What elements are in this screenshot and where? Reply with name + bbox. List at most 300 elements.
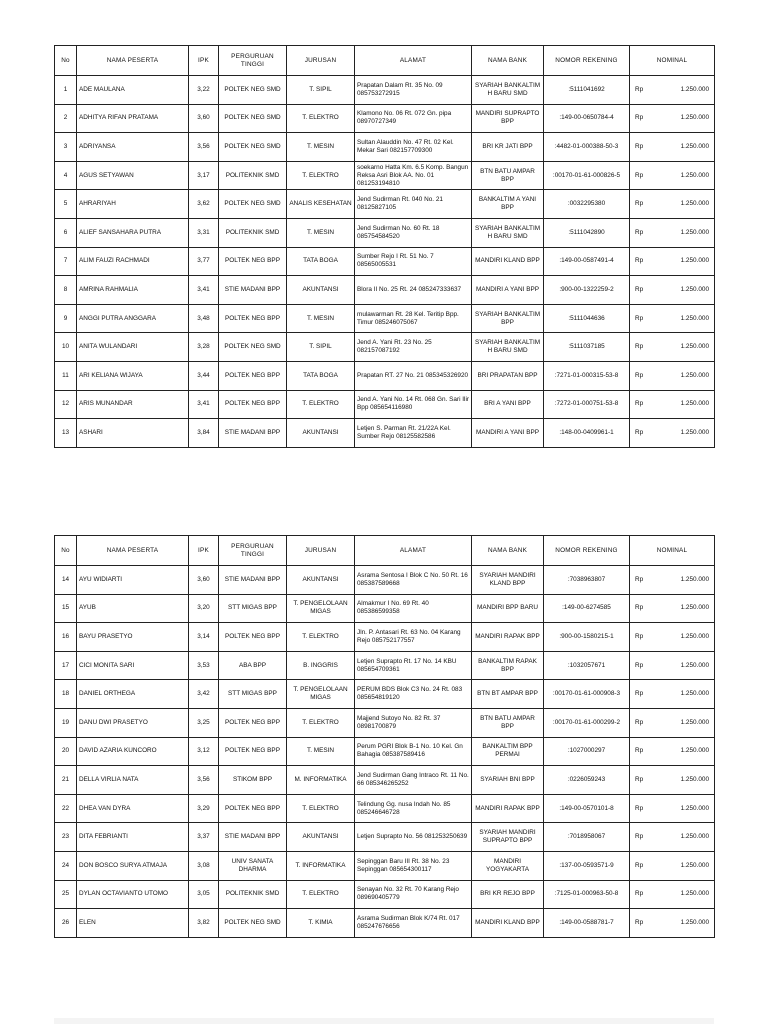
cell-nomor-rekening: :7125-01-000963-50-8 xyxy=(544,880,630,909)
cell-nama-bank: MANDIRI YOGYAKARTA xyxy=(472,851,544,880)
cell-jurusan: ANALIS KESEHATAN xyxy=(287,190,355,219)
cell-no: 8 xyxy=(55,276,77,305)
currency-label: Rp xyxy=(635,890,644,898)
header-perguruan-tinggi: PERGURUAN TINGGI xyxy=(219,536,287,566)
header-jurusan: JURUSAN xyxy=(287,46,355,76)
cell-nama-bank: BANKALTIM BPP PERMAI xyxy=(472,737,544,766)
cell-nomor-rekening: :0226059243 xyxy=(544,766,630,795)
cell-nama-bank: BRI A YANI BPP xyxy=(472,390,544,419)
cell-nomor-rekening: :00170-01-61-000826-5 xyxy=(544,161,630,190)
cell-jurusan: T. INFORMATIKA xyxy=(287,851,355,880)
cell-nama-bank: BRI PRAPATAN BPP xyxy=(472,361,544,390)
recipient-table-1 xyxy=(54,45,715,448)
cell-perguruan-tinggi: STT MIGAS BPP xyxy=(219,594,287,623)
currency-label: Rp xyxy=(635,314,644,322)
cell-perguruan-tinggi: POLTEK NEG BPP xyxy=(219,623,287,652)
cell-ipk: 3,25 xyxy=(189,708,219,737)
currency-label: Rp xyxy=(635,171,644,179)
cell-nominal xyxy=(630,766,715,795)
nominal-amount: 1.250.000 xyxy=(680,775,709,783)
cell-nominal xyxy=(630,218,715,247)
cell-nama-peserta: AGUS SETYAWAN xyxy=(77,161,189,190)
cell-nama-bank: MANDIRI KLAND BPP xyxy=(472,247,544,276)
table-row xyxy=(55,133,715,162)
cell-alamat: Letjen Suprapto No. 56 081253250639 xyxy=(355,823,472,852)
currency-label: Rp xyxy=(635,400,644,408)
nominal-amount: 1.250.000 xyxy=(680,371,709,379)
cell-nominal xyxy=(630,566,715,595)
cell-nominal xyxy=(630,909,715,938)
cell-alamat: Klamono No. 06 Rt. 072 Gn. pipa 08970727349 xyxy=(355,104,472,133)
nominal-amount: 1.250.000 xyxy=(680,285,709,293)
table-row xyxy=(55,909,715,938)
table-row xyxy=(55,623,715,652)
cell-nomor-rekening: :149-00-0588781-7 xyxy=(544,909,630,938)
cell-nama-bank: BRI KR REJO BPP xyxy=(472,880,544,909)
cell-ipk: 3,56 xyxy=(189,766,219,795)
cell-alamat: mulawarman Rt. 28 Kel. Teritip Bpp. Timur 085246075067 xyxy=(355,304,472,333)
currency-label: Rp xyxy=(635,690,644,698)
cell-jurusan: T. PENGELOLAAN MIGAS xyxy=(287,594,355,623)
nominal-amount: 1.250.000 xyxy=(680,632,709,640)
cell-nama-peserta: ASHARI xyxy=(77,419,189,448)
cell-perguruan-tinggi: POLTEK NEG SMD xyxy=(219,104,287,133)
cell-jurusan: T. ELEKTRO xyxy=(287,708,355,737)
table-row xyxy=(55,247,715,276)
cell-jurusan: TATA BOGA xyxy=(287,361,355,390)
cell-alamat: Prapatan RT. 27 No. 21 085345326920 xyxy=(355,361,472,390)
cell-nomor-rekening: :7271-01-000315-53-8 xyxy=(544,361,630,390)
header-nama-bank: NAMA BANK xyxy=(472,46,544,76)
currency-label: Rp xyxy=(635,343,644,351)
nominal-amount: 1.250.000 xyxy=(680,833,709,841)
cell-perguruan-tinggi: POLITEKNIK SMD xyxy=(219,218,287,247)
cell-nama-peserta: ARI KELIANA WIJAYA xyxy=(77,361,189,390)
nominal-amount: 1.250.000 xyxy=(680,114,709,122)
cell-nomor-rekening: :149-00-6274585 xyxy=(544,594,630,623)
cell-alamat: Perum PGRI Blok B-1 No. 10 Kel. Gn Bahagia 085387589416 xyxy=(355,737,472,766)
table-row xyxy=(55,361,715,390)
cell-nominal xyxy=(630,361,715,390)
cell-perguruan-tinggi: POLTEK NEG BPP xyxy=(219,247,287,276)
table-row xyxy=(55,566,715,595)
cell-alamat: Jend Sudirman Gang Intraco Rt. 11 No. 66 085346265252 xyxy=(355,766,472,795)
cell-nama-bank: MANDIRI RAPAK BPP xyxy=(472,794,544,823)
nominal-amount: 1.250.000 xyxy=(680,343,709,351)
cell-perguruan-tinggi: POLTEK NEG BPP xyxy=(219,304,287,333)
table-row xyxy=(55,304,715,333)
nominal-amount: 1.250.000 xyxy=(680,428,709,436)
cell-nama-peserta: ARIS MUNANDAR xyxy=(77,390,189,419)
cell-nominal xyxy=(630,304,715,333)
cell-jurusan: T. ELEKTRO xyxy=(287,390,355,419)
cell-perguruan-tinggi: UNIV SANATA DHARMA xyxy=(219,851,287,880)
cell-ipk: 3,20 xyxy=(189,594,219,623)
cell-nama-peserta: DAVID AZARIA KUNCORO xyxy=(77,737,189,766)
currency-label: Rp xyxy=(635,661,644,669)
cell-nama-peserta: ELEN xyxy=(77,909,189,938)
table-row xyxy=(55,333,715,362)
cell-ipk: 3,82 xyxy=(189,909,219,938)
cell-ipk: 3,56 xyxy=(189,133,219,162)
header-nominal: NOMINAL xyxy=(630,536,715,566)
table-header-row xyxy=(55,536,715,566)
table-row xyxy=(55,708,715,737)
cell-no: 4 xyxy=(55,161,77,190)
cell-no: 16 xyxy=(55,623,77,652)
currency-label: Rp xyxy=(635,861,644,869)
table-row xyxy=(55,794,715,823)
cell-alamat: soekarno Hatta Km. 6.5 Komp. Bangun Reksa Asri Blok AA. No. 01 081253194810 xyxy=(355,161,472,190)
cell-nomor-rekening: :149-00-0570101-8 xyxy=(544,794,630,823)
nominal-amount: 1.250.000 xyxy=(680,861,709,869)
currency-label: Rp xyxy=(635,228,644,236)
cell-nama-bank: BRI KR JATI BPP xyxy=(472,133,544,162)
cell-ipk: 3,42 xyxy=(189,680,219,709)
cell-alamat: Majjend Sutoyo No. 82 Rt. 37 08981700879 xyxy=(355,708,472,737)
cell-nama-bank: BTN BT AMPAR BPP xyxy=(472,680,544,709)
nominal-amount: 1.250.000 xyxy=(680,661,709,669)
nominal-amount: 1.250.000 xyxy=(680,228,709,236)
cell-jurusan: T. SIPIL xyxy=(287,333,355,362)
table-body xyxy=(55,76,715,448)
cell-nama-bank: SYARIAH BANKALTIM H BARU SMD xyxy=(472,76,544,105)
cell-ipk: 3,29 xyxy=(189,794,219,823)
cell-jurusan: T. KIMIA xyxy=(287,909,355,938)
cell-jurusan: T. ELEKTRO xyxy=(287,880,355,909)
currency-label: Rp xyxy=(635,85,644,93)
cell-nama-peserta: AYU WIDIARTI xyxy=(77,566,189,595)
cell-alamat: Jln. P. Antasari Rt. 63 No. 04 Karang Rejo 085752177557 xyxy=(355,623,472,652)
cell-nominal xyxy=(630,880,715,909)
cell-jurusan: T. ELEKTRO xyxy=(287,161,355,190)
cell-nomor-rekening: :148-00-0409961-1 xyxy=(544,419,630,448)
cell-perguruan-tinggi: STIE MADANI BPP xyxy=(219,276,287,305)
nominal-amount: 1.250.000 xyxy=(680,747,709,755)
cell-ipk: 3,31 xyxy=(189,218,219,247)
nominal-amount: 1.250.000 xyxy=(680,200,709,208)
table-row xyxy=(55,823,715,852)
cell-nomor-rekening: :5111037185 xyxy=(544,333,630,362)
cell-ipk: 3,28 xyxy=(189,333,219,362)
nominal-amount: 1.250.000 xyxy=(680,85,709,93)
cell-alamat: Letjen Suprapto Rt. 17 No. 14 KBU 085654709361 xyxy=(355,651,472,680)
table-row xyxy=(55,851,715,880)
cell-perguruan-tinggi: STIE MADANI BPP xyxy=(219,823,287,852)
cell-ipk: 3,08 xyxy=(189,851,219,880)
cell-nominal xyxy=(630,276,715,305)
cell-perguruan-tinggi: POLTEK NEG SMD xyxy=(219,909,287,938)
currency-label: Rp xyxy=(635,142,644,150)
cell-nomor-rekening: :5111044636 xyxy=(544,304,630,333)
cell-nomor-rekening: :1032057671 xyxy=(544,651,630,680)
table-row xyxy=(55,390,715,419)
cell-ipk: 3,48 xyxy=(189,304,219,333)
cell-no: 7 xyxy=(55,247,77,276)
cell-perguruan-tinggi: POLITEKNIK SMD xyxy=(219,880,287,909)
table-row xyxy=(55,76,715,105)
cell-nominal xyxy=(630,390,715,419)
cell-nomor-rekening: :149-00-0650784-4 xyxy=(544,104,630,133)
cell-perguruan-tinggi: STIE MADANI BPP xyxy=(219,419,287,448)
cell-nomor-rekening: :00170-01-61-000908-3 xyxy=(544,680,630,709)
cell-perguruan-tinggi: POLTEK NEG BPP xyxy=(219,361,287,390)
cell-no: 5 xyxy=(55,190,77,219)
currency-label: Rp xyxy=(635,747,644,755)
cell-no: 15 xyxy=(55,594,77,623)
nominal-amount: 1.250.000 xyxy=(680,804,709,812)
cell-perguruan-tinggi: POLTEK NEG SMD xyxy=(219,190,287,219)
cell-no: 18 xyxy=(55,680,77,709)
cell-nominal xyxy=(630,623,715,652)
cell-perguruan-tinggi: POLTEK NEG BPP xyxy=(219,794,287,823)
header-jurusan: JURUSAN xyxy=(287,536,355,566)
cell-perguruan-tinggi: POLTEK NEG SMD xyxy=(219,133,287,162)
cell-no: 22 xyxy=(55,794,77,823)
nominal-amount: 1.250.000 xyxy=(680,171,709,179)
header-ipk: IPK xyxy=(189,46,219,76)
currency-label: Rp xyxy=(635,285,644,293)
currency-label: Rp xyxy=(635,428,644,436)
cell-nama-bank: BTN BATU AMPAR BPP xyxy=(472,708,544,737)
cell-nama-peserta: DHEA VAN DYRA xyxy=(77,794,189,823)
cell-nama-bank: MANDIRI A YANI BPP xyxy=(472,419,544,448)
cell-nama-bank: MANDIRI BPP BARU xyxy=(472,594,544,623)
header-perguruan-tinggi: PERGURUAN TINGGI xyxy=(219,46,287,76)
cell-ipk: 3,17 xyxy=(189,161,219,190)
cell-nama-bank: MANDIRI A YANI BPP xyxy=(472,276,544,305)
cell-nominal xyxy=(630,133,715,162)
nominal-amount: 1.250.000 xyxy=(680,142,709,150)
cell-nominal xyxy=(630,680,715,709)
cell-perguruan-tinggi: ABA BPP xyxy=(219,651,287,680)
cell-nominal xyxy=(630,190,715,219)
cell-nomor-rekening: :00170-01-61-000299-2 xyxy=(544,708,630,737)
page-edge-divider xyxy=(54,1018,714,1024)
nominal-amount: 1.250.000 xyxy=(680,690,709,698)
cell-nominal xyxy=(630,594,715,623)
cell-nominal xyxy=(630,823,715,852)
currency-label: Rp xyxy=(635,775,644,783)
cell-alamat: Senayan No. 32 Rt. 70 Karang Rejo 089690405779 xyxy=(355,880,472,909)
cell-no: 3 xyxy=(55,133,77,162)
cell-alamat: Blora II No. 25 Rt. 24 085247333637 xyxy=(355,276,472,305)
table-row xyxy=(55,680,715,709)
header-nama-peserta: NAMA PESERTA xyxy=(77,46,189,76)
cell-jurusan: T. ELEKTRO xyxy=(287,794,355,823)
cell-nominal xyxy=(630,76,715,105)
cell-perguruan-tinggi: STT MIGAS BPP xyxy=(219,680,287,709)
currency-label: Rp xyxy=(635,632,644,640)
currency-label: Rp xyxy=(635,114,644,122)
table-row xyxy=(55,161,715,190)
cell-nomor-rekening: :1027000297 xyxy=(544,737,630,766)
cell-nama-bank: SYARIAH BANKALTIM H BARU SMD xyxy=(472,333,544,362)
table-body xyxy=(55,566,715,938)
cell-nominal xyxy=(630,651,715,680)
currency-label: Rp xyxy=(635,918,644,926)
cell-nama-peserta: CICI MONITA SARI xyxy=(77,651,189,680)
cell-jurusan: AKUNTANSI xyxy=(287,566,355,595)
cell-nama-bank: SYARIAH BANKALTIM H BARU SMD xyxy=(472,218,544,247)
cell-alamat: Jend Sudirman No. 60 Rt. 18 085754584520 xyxy=(355,218,472,247)
cell-nominal xyxy=(630,104,715,133)
header-nominal: NOMINAL xyxy=(630,46,715,76)
cell-perguruan-tinggi: POLITEKNIK SMD xyxy=(219,161,287,190)
cell-nama-peserta: ANITA WULANDARI xyxy=(77,333,189,362)
cell-no: 11 xyxy=(55,361,77,390)
cell-alamat: Sepinggan Baru III Rt. 38 No. 23 Sepinggan 085654300117 xyxy=(355,851,472,880)
cell-jurusan: M. INFORMATIKA xyxy=(287,766,355,795)
cell-nama-peserta: DELLA VIRLIA NATA xyxy=(77,766,189,795)
header-nomor-rekening: NOMOR REKENING xyxy=(544,46,630,76)
cell-perguruan-tinggi: POLTEK NEG BPP xyxy=(219,390,287,419)
cell-nama-peserta: AYUB xyxy=(77,594,189,623)
cell-nama-peserta: DITA FEBRIANTI xyxy=(77,823,189,852)
table-row xyxy=(55,190,715,219)
currency-label: Rp xyxy=(635,718,644,726)
cell-no: 19 xyxy=(55,708,77,737)
cell-no: 1 xyxy=(55,76,77,105)
table-row xyxy=(55,880,715,909)
cell-nama-peserta: ALIEF SANSAHARA PUTRA xyxy=(77,218,189,247)
cell-no: 14 xyxy=(55,566,77,595)
cell-nama-bank: SYARIAH BANKALTIM BPP xyxy=(472,304,544,333)
cell-nama-bank: SYARIAH BNI BPP xyxy=(472,766,544,795)
cell-jurusan: T. MESIN xyxy=(287,737,355,766)
cell-perguruan-tinggi: STIE MADANI BPP xyxy=(219,566,287,595)
cell-nomor-rekening: :7018958067 xyxy=(544,823,630,852)
cell-nomor-rekening: :900-00-1580215-1 xyxy=(544,623,630,652)
cell-jurusan: T. MESIN xyxy=(287,218,355,247)
cell-nama-peserta: ADE MAULANA xyxy=(77,76,189,105)
currency-label: Rp xyxy=(635,804,644,812)
cell-nominal xyxy=(630,333,715,362)
table-row xyxy=(55,104,715,133)
cell-jurusan: AKUNTANSI xyxy=(287,276,355,305)
cell-nomor-rekening: :149-00-0587491-4 xyxy=(544,247,630,276)
header-alamat: ALAMAT xyxy=(355,536,472,566)
nominal-amount: 1.250.000 xyxy=(680,718,709,726)
cell-jurusan: B. INGGRIS xyxy=(287,651,355,680)
cell-nomor-rekening: :0032295380 xyxy=(544,190,630,219)
currency-label: Rp xyxy=(635,200,644,208)
table-row xyxy=(55,218,715,247)
nominal-amount: 1.250.000 xyxy=(680,400,709,408)
cell-ipk: 3,62 xyxy=(189,190,219,219)
cell-alamat: Telindung Gg. nusa Indah No. 85 085246646728 xyxy=(355,794,472,823)
cell-nama-peserta: ADHITYA RIFAN PRATAMA xyxy=(77,104,189,133)
cell-no: 9 xyxy=(55,304,77,333)
cell-nama-peserta: AMRINA RAHMALIA xyxy=(77,276,189,305)
cell-nama-peserta: ANGGI PUTRA ANGGARA xyxy=(77,304,189,333)
cell-nama-peserta: DANU DWI PRASETYO xyxy=(77,708,189,737)
cell-perguruan-tinggi: STIKOM BPP xyxy=(219,766,287,795)
cell-no: 26 xyxy=(55,909,77,938)
cell-ipk: 3,84 xyxy=(189,419,219,448)
cell-perguruan-tinggi: POLTEK NEG BPP xyxy=(219,708,287,737)
cell-jurusan: T. MESIN xyxy=(287,304,355,333)
cell-nama-peserta: BAYU PRASETYO xyxy=(77,623,189,652)
cell-nomor-rekening: :5111042890 xyxy=(544,218,630,247)
table-row xyxy=(55,276,715,305)
header-nomor-rekening: NOMOR REKENING xyxy=(544,536,630,566)
cell-nama-peserta: ALIM FAUZI RACHMADI xyxy=(77,247,189,276)
cell-ipk: 3,77 xyxy=(189,247,219,276)
nominal-amount: 1.250.000 xyxy=(680,257,709,265)
cell-nominal xyxy=(630,794,715,823)
cell-perguruan-tinggi: POLTEK NEG SMD xyxy=(219,76,287,105)
cell-nominal xyxy=(630,419,715,448)
cell-nomor-rekening: :5111041692 xyxy=(544,76,630,105)
cell-no: 2 xyxy=(55,104,77,133)
cell-alamat: Asrama Sudirman Blok K/74 Rt. 017 085247676656 xyxy=(355,909,472,938)
cell-ipk: 3,12 xyxy=(189,737,219,766)
table-row xyxy=(55,766,715,795)
cell-jurusan: T. MESIN xyxy=(287,133,355,162)
nominal-amount: 1.250.000 xyxy=(680,890,709,898)
cell-alamat: Almakmur I No. 69 Rt. 40 085386599358 xyxy=(355,594,472,623)
cell-nomor-rekening: :7038963807 xyxy=(544,566,630,595)
cell-ipk: 3,53 xyxy=(189,651,219,680)
cell-nama-peserta: ADRIYANSA xyxy=(77,133,189,162)
currency-label: Rp xyxy=(635,604,644,612)
currency-label: Rp xyxy=(635,833,644,841)
header-alamat: ALAMAT xyxy=(355,46,472,76)
cell-nama-bank: SYARIAH MANDIRI KLAND BPP xyxy=(472,566,544,595)
cell-alamat: Jend A. Yani No. 14 Rt. 068 Gn. Sari Ilir Bpp 085654116980 xyxy=(355,390,472,419)
cell-ipk: 3,05 xyxy=(189,880,219,909)
cell-ipk: 3,41 xyxy=(189,390,219,419)
cell-nomor-rekening: :137-00-0593571-9 xyxy=(544,851,630,880)
cell-nominal xyxy=(630,247,715,276)
table-row xyxy=(55,651,715,680)
cell-no: 24 xyxy=(55,851,77,880)
cell-ipk: 3,41 xyxy=(189,276,219,305)
cell-perguruan-tinggi: POLTEK NEG SMD xyxy=(219,333,287,362)
cell-no: 20 xyxy=(55,737,77,766)
cell-jurusan: TATA BOGA xyxy=(287,247,355,276)
currency-label: Rp xyxy=(635,575,644,583)
nominal-amount: 1.250.000 xyxy=(680,918,709,926)
cell-ipk: 3,14 xyxy=(189,623,219,652)
cell-jurusan: T. ELEKTRO xyxy=(287,623,355,652)
cell-nama-bank: BANKALTIM A YANI BPP xyxy=(472,190,544,219)
cell-alamat: Jend Sudirman Rt. 040 No. 21 08125827105 xyxy=(355,190,472,219)
header-no: No xyxy=(55,536,77,566)
table-row xyxy=(55,737,715,766)
currency-label: Rp xyxy=(635,257,644,265)
cell-no: 17 xyxy=(55,651,77,680)
cell-ipk: 3,60 xyxy=(189,104,219,133)
cell-nama-bank: SYARIAH MANDIRI SUPRAPTO BPP xyxy=(472,823,544,852)
cell-nama-bank: BANKALTIM RAPAK BPP xyxy=(472,651,544,680)
cell-ipk: 3,44 xyxy=(189,361,219,390)
header-nama-bank: NAMA BANK xyxy=(472,536,544,566)
cell-alamat: PERUM BDS Blok C3 No. 24 Rt. 083 085654819120 xyxy=(355,680,472,709)
cell-nomor-rekening: :4482-01-000388-50-3 xyxy=(544,133,630,162)
cell-nominal xyxy=(630,851,715,880)
cell-nama-bank: MANDIRI RAPAK BPP xyxy=(472,623,544,652)
cell-jurusan: T. SIPIL xyxy=(287,76,355,105)
cell-perguruan-tinggi: POLTEK NEG BPP xyxy=(219,737,287,766)
header-no: No xyxy=(55,46,77,76)
cell-jurusan: AKUNTANSI xyxy=(287,823,355,852)
cell-nominal xyxy=(630,737,715,766)
header-nama-peserta: NAMA PESERTA xyxy=(77,536,189,566)
cell-alamat: Letjen S. Parman Rt. 21/22A Kel. Sumber Rejo 08125582586 xyxy=(355,419,472,448)
cell-alamat: Asrama Sentosa I Blok C No. 50 Rt. 16 085387589668 xyxy=(355,566,472,595)
